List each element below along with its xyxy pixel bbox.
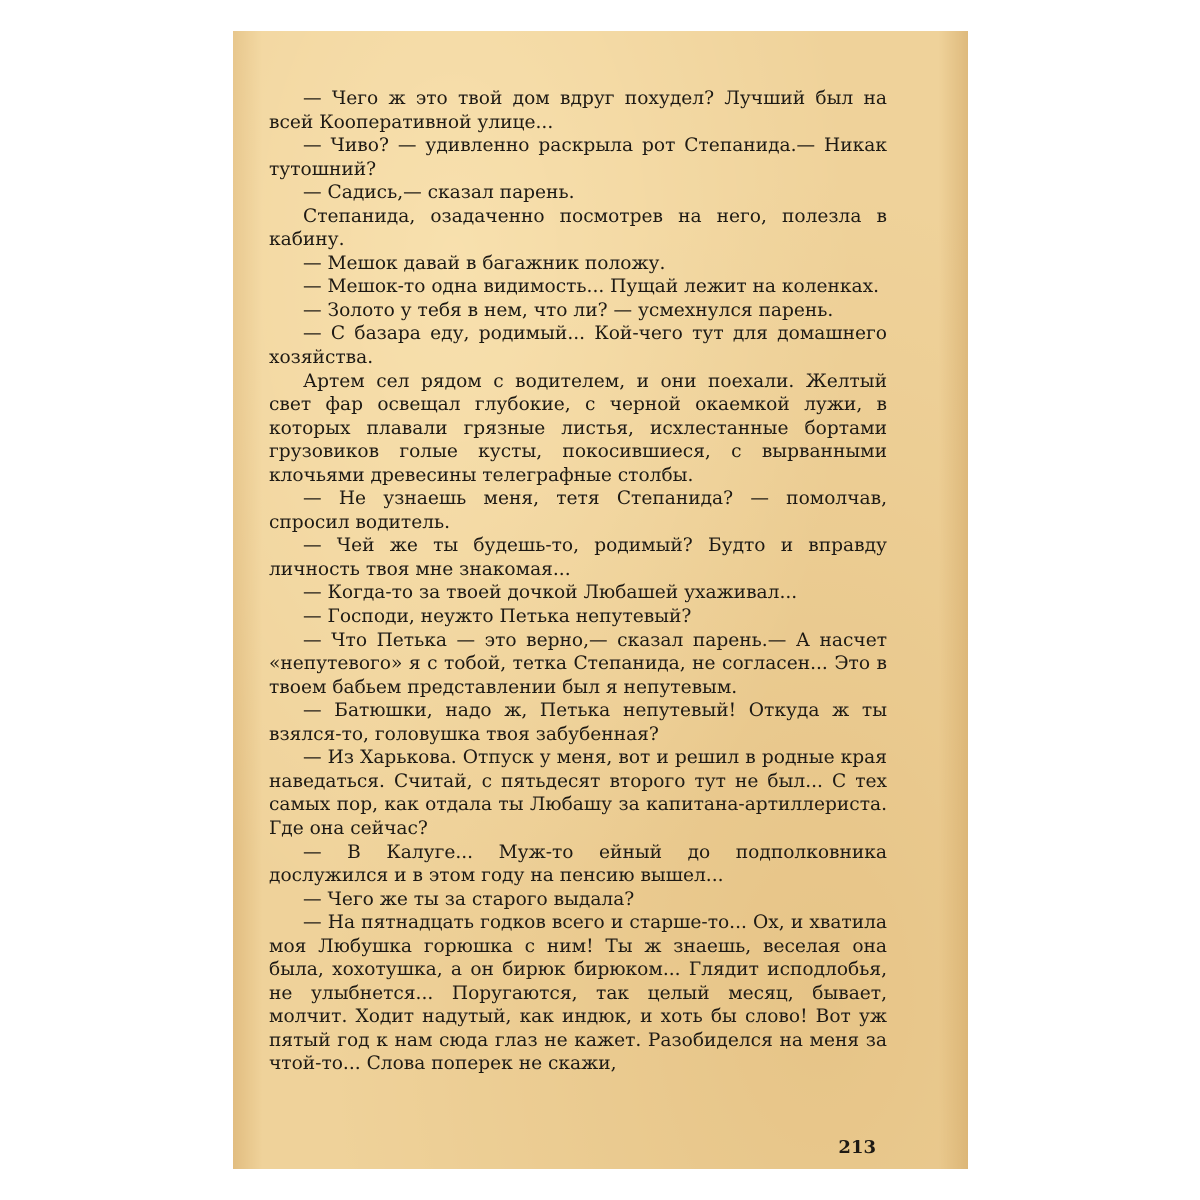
paragraph: — Господи, неужто Петька непутевый? (303, 606, 692, 628)
page-text (269, 87, 887, 1076)
paragraph: — Мешок-то одна видимость... Пущай лежит на коленках. (303, 276, 880, 298)
paragraph: — Чей же ты будешь-то, родимый? Будто и вправду личность твоя мне знакомая... (269, 535, 887, 580)
paragraph: — Чего же ты за старого выдала? (303, 888, 635, 910)
paragraph: — С базара еду, родимый... Кой-чего тут для домашнего хозяйства. (269, 323, 887, 369)
paragraph: — В Калуге... Муж-то ейный до подполковника дослужился и в этом году на пенсию вышел... (269, 841, 887, 887)
paragraph: Артем сел рядом с водителем, и они поехали. Желтый свет фар освещал глубокие, с черной окаемкой лужи, в которых плавали грязные листья, исхлестанные бортами грузовиков голые кусты, покосившиеся, с вырванными клочьями древесины телеграфные столбы. (269, 370, 887, 486)
paragraph: — Чиво? — удивленно раскрыла рот Степанида.— Никак тутошний? (269, 135, 887, 180)
paragraph: — Мешок давай в багажник положу. (303, 252, 666, 274)
book-page (233, 31, 968, 1169)
paragraph: — Из Харькова. Отпуск у меня, вот и решил в родные края наведаться. Считай, с пятьдесят второго тут не был... С тех самых пор, как отдала ты Любашу за капитана-артиллериста. Где она сейчас? (269, 747, 887, 839)
paragraph: Степанида, озадаченно посмотрев на него, полезла в кабину. (269, 205, 887, 251)
paragraph: — Садись,— сказал парень. (303, 182, 575, 204)
page-number: 213 (838, 1137, 876, 1158)
paragraph: — Не узнаешь меня, тетя Степанида? — помолчав, спросил водитель. (269, 488, 887, 533)
paragraph: — Батюшки, надо ж, Петька непутевый! Откуда ж ты взялся-то, головушка твоя забубенная? (269, 700, 887, 745)
paragraph: — Золото у тебя в нем, что ли? — усмехнулся парень. (303, 299, 834, 321)
paragraph: — Что Петька — это верно,— сказал парень.— А насчет «непутевого» я с тобой, тетка Степанида, не согласен... Это в твоем бабьем представлении был я непутевым. (269, 629, 887, 698)
paragraph: — На пятнадцать годков всего и старше-то... Ох, и хватила моя Любушка горюшка с ним! Ты ж знаешь, веселая она была, хохотушка, а он бирюк бирюком... Глядит исподлобья, не улыбнется... Поругаются, так целый месяц, бывает, молчит. Ходит надутый, как индюк, и хоть бы слово! Вот уж пятый год к нам сюда глаз не кажет. Разобиделся на меня за чтой-то... Слова поперек не скажи, (269, 912, 887, 1075)
paragraph: — Когда-то за твоей дочкой Любашей ухаживал... (303, 582, 798, 604)
paragraph: — Чего ж это твой дом вдруг похудел? Лучший был на всей Кооперативной улице... (269, 88, 887, 133)
